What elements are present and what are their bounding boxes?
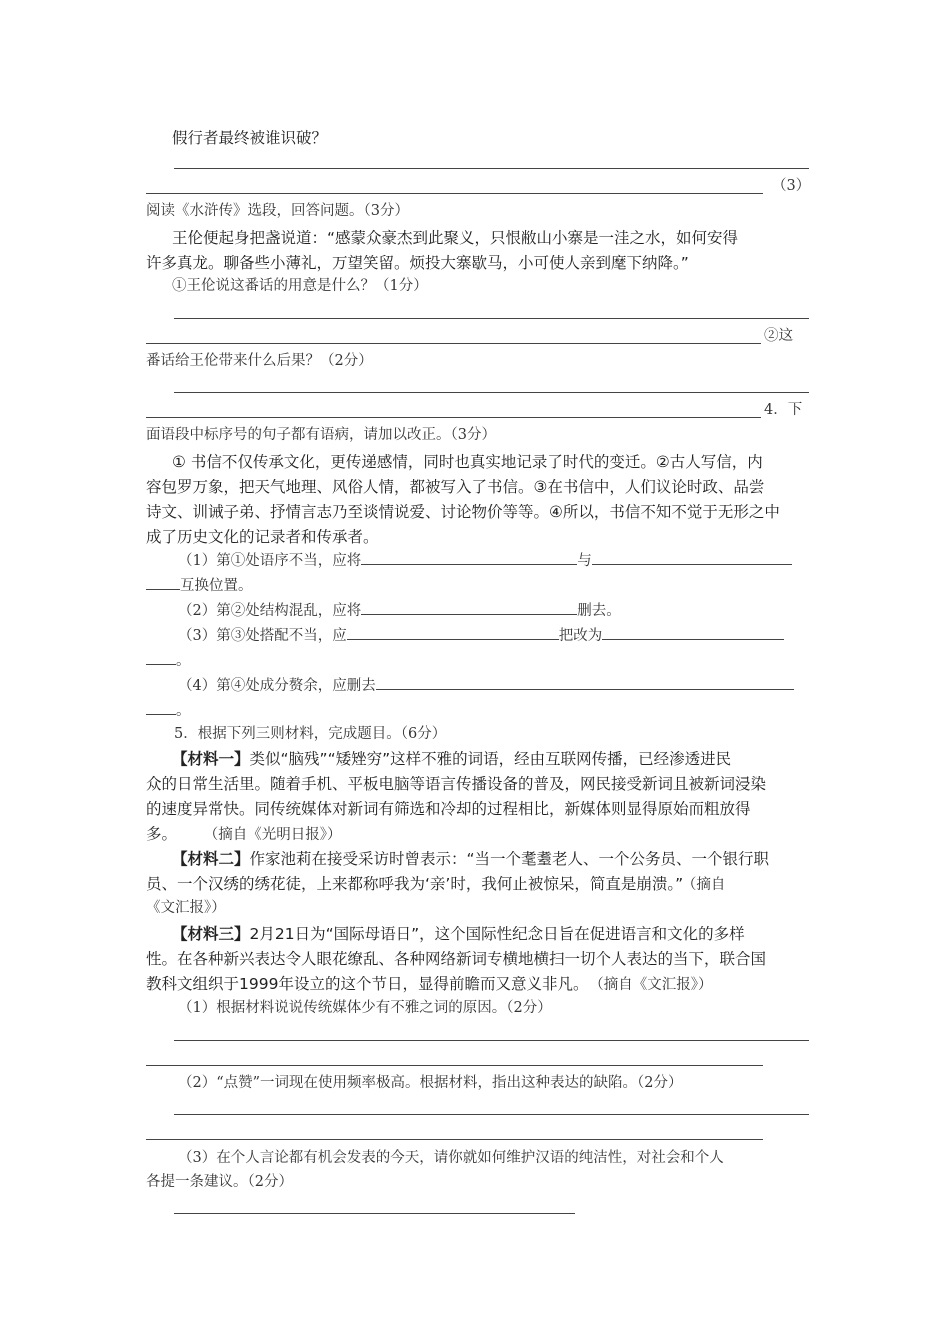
q3-question: 假行者最终被谁识破？ xyxy=(172,129,328,147)
q4-sub3-cont: 。 xyxy=(146,650,191,671)
material-3-line: 性。在各种新兴表达令人眼花缭乱、各种网络新词专横地横扫一切个人表达的当下，联合国 xyxy=(146,950,767,968)
shuihu-passage-line: 许多真龙。聊备些小薄礼，万望笑留。烦投大寨歇马，小可使人亲到麾下纳降。” xyxy=(146,254,689,272)
material-1-line: 【材料一】类似“脑残”“矮矬穷”这样不雅的词语，经由互联网传播，已经渗透进民 xyxy=(172,750,732,768)
material-1-line: 众的日常生活里。随着手机、平板电脑等语言传播设备的普及，网民接受新词且被新词浸染 xyxy=(146,775,767,793)
material-1-source: （摘自《光明日报》） xyxy=(211,827,342,843)
q5-sub1: （1）根据材料说说传统媒体少有不雅之词的原因。（2分） xyxy=(178,1000,552,1016)
answer-line xyxy=(146,417,761,418)
material-2-source: （摘自 xyxy=(689,877,726,893)
q4-title: 面语段中标序号的句子都有语病，请加以改正。（3分） xyxy=(146,427,496,443)
q5-title: 5．根据下列三则材料，完成题目。（6分） xyxy=(174,726,447,742)
material-2-source-cont: 《文汇报》） xyxy=(146,900,226,916)
q5-sub3-cont: 各提一条建议。（2分） xyxy=(146,1174,293,1190)
shuihu-title: 阅读《水浒传》选段，回答问题。（3分） xyxy=(146,203,409,219)
q4-passage-line: 诗文、训诫子弟、抒情言志乃至谈情说爱、讨论物价等等。④所以，书信不知不觉于无形之中 xyxy=(146,503,780,521)
answer-line xyxy=(146,343,761,344)
material-1-tag: 【材料一】 xyxy=(172,750,250,768)
material-3-line: 教科文组织于1999年设立的这个节日，显得前瞻而又意义非凡。 （摘自《文汇报》） xyxy=(146,975,713,993)
shuihu-sub1: ①王伦说这番话的用意是什么？（1分） xyxy=(172,278,428,294)
q4-passage-line: 容包罗万象，把天气地理、风俗人情，都被写入了书信。③在书信中，人们议论时政、品尝 xyxy=(146,478,765,496)
q5-sub3: （3）在个人言论都有机会发表的今天，请你就如何维护汉语的纯洁性，对社会和个人 xyxy=(178,1150,724,1166)
fill-blank[interactable] xyxy=(146,700,176,715)
fill-blank[interactable] xyxy=(361,600,577,615)
q4-number: 4．下 xyxy=(764,402,803,418)
q4-sub4-cont: 。 xyxy=(146,700,191,721)
material-2-line: 员、一个汉绣的绣花徒，上来都称呼我为‘亲’时，我何止被惊呆，简直是崩溃。” （摘自 xyxy=(146,875,726,893)
fill-blank[interactable] xyxy=(347,625,559,640)
material-2-line: 【材料二】作家池莉在接受采访时曾表示：“当一个耄耋老人、一个公务员、一个银行职 xyxy=(172,850,770,868)
fill-blank[interactable] xyxy=(146,650,176,665)
fill-blank[interactable] xyxy=(146,575,180,590)
fill-blank[interactable] xyxy=(361,550,577,565)
answer-line xyxy=(146,1139,763,1140)
answer-line xyxy=(174,1040,809,1041)
q4-sub1-cont: 互换位置。 xyxy=(146,575,253,596)
material-1-line: 多。 （摘自《光明日报》） xyxy=(146,825,342,843)
answer-line xyxy=(174,1213,575,1214)
q4-sub2: （2）第②处结构混乱，应将 删去。 xyxy=(178,600,621,621)
material-1-line: 的速度异常快。同传统媒体对新词有筛选和冷却的过程相比，新媒体则显得原始而粗放得 xyxy=(146,800,751,818)
answer-line xyxy=(174,392,809,393)
fill-blank[interactable] xyxy=(592,550,792,565)
answer-line xyxy=(174,1114,809,1115)
material-3-source: （摘自《文汇报》） xyxy=(596,977,713,993)
answer-line xyxy=(174,168,809,169)
answer-line xyxy=(146,193,763,194)
material-3-line: 【材料三】2月21日为“国际母语日”，这个国际性纪念日旨在促进语言和文化的多样 xyxy=(172,925,745,943)
q4-passage-line: 成了历史文化的记录者和传承者。 xyxy=(146,528,379,546)
shuihu-passage-line: 王伦便起身把盏说道：“感蒙众豪杰到此聚义，只恨敝山小寨是一洼之水，如何安得 xyxy=(172,229,739,247)
answer-line xyxy=(174,318,809,319)
q4-sub1: （1）第①处语序不当，应将 与 xyxy=(178,550,792,571)
q4-sub4: （4）第④处成分赘余，应删去 xyxy=(178,675,794,696)
shuihu-sub2: 番话给王伦带来什么后果？（2分） xyxy=(146,353,373,369)
material-2-tag: 【材料二】 xyxy=(172,850,250,868)
fill-blank[interactable] xyxy=(602,625,784,640)
fill-blank[interactable] xyxy=(376,675,794,690)
answer-line xyxy=(146,1065,763,1066)
material-3-tag: 【材料三】 xyxy=(172,925,250,943)
shuihu-sub2-head: ②这 xyxy=(764,328,793,344)
q3-score: （3） xyxy=(772,178,811,194)
q4-passage-line: ① 书信不仅传承文化，更传递感情，同时也真实地记录了时代的变迁。②古人写信，内 xyxy=(172,453,763,471)
q4-sub3: （3）第③处搭配不当，应 把改为 xyxy=(178,625,784,646)
q5-sub2: （2）“点赞”一词现在使用频率极高。根据材料，指出这种表达的缺陷。（2分） xyxy=(178,1075,683,1091)
